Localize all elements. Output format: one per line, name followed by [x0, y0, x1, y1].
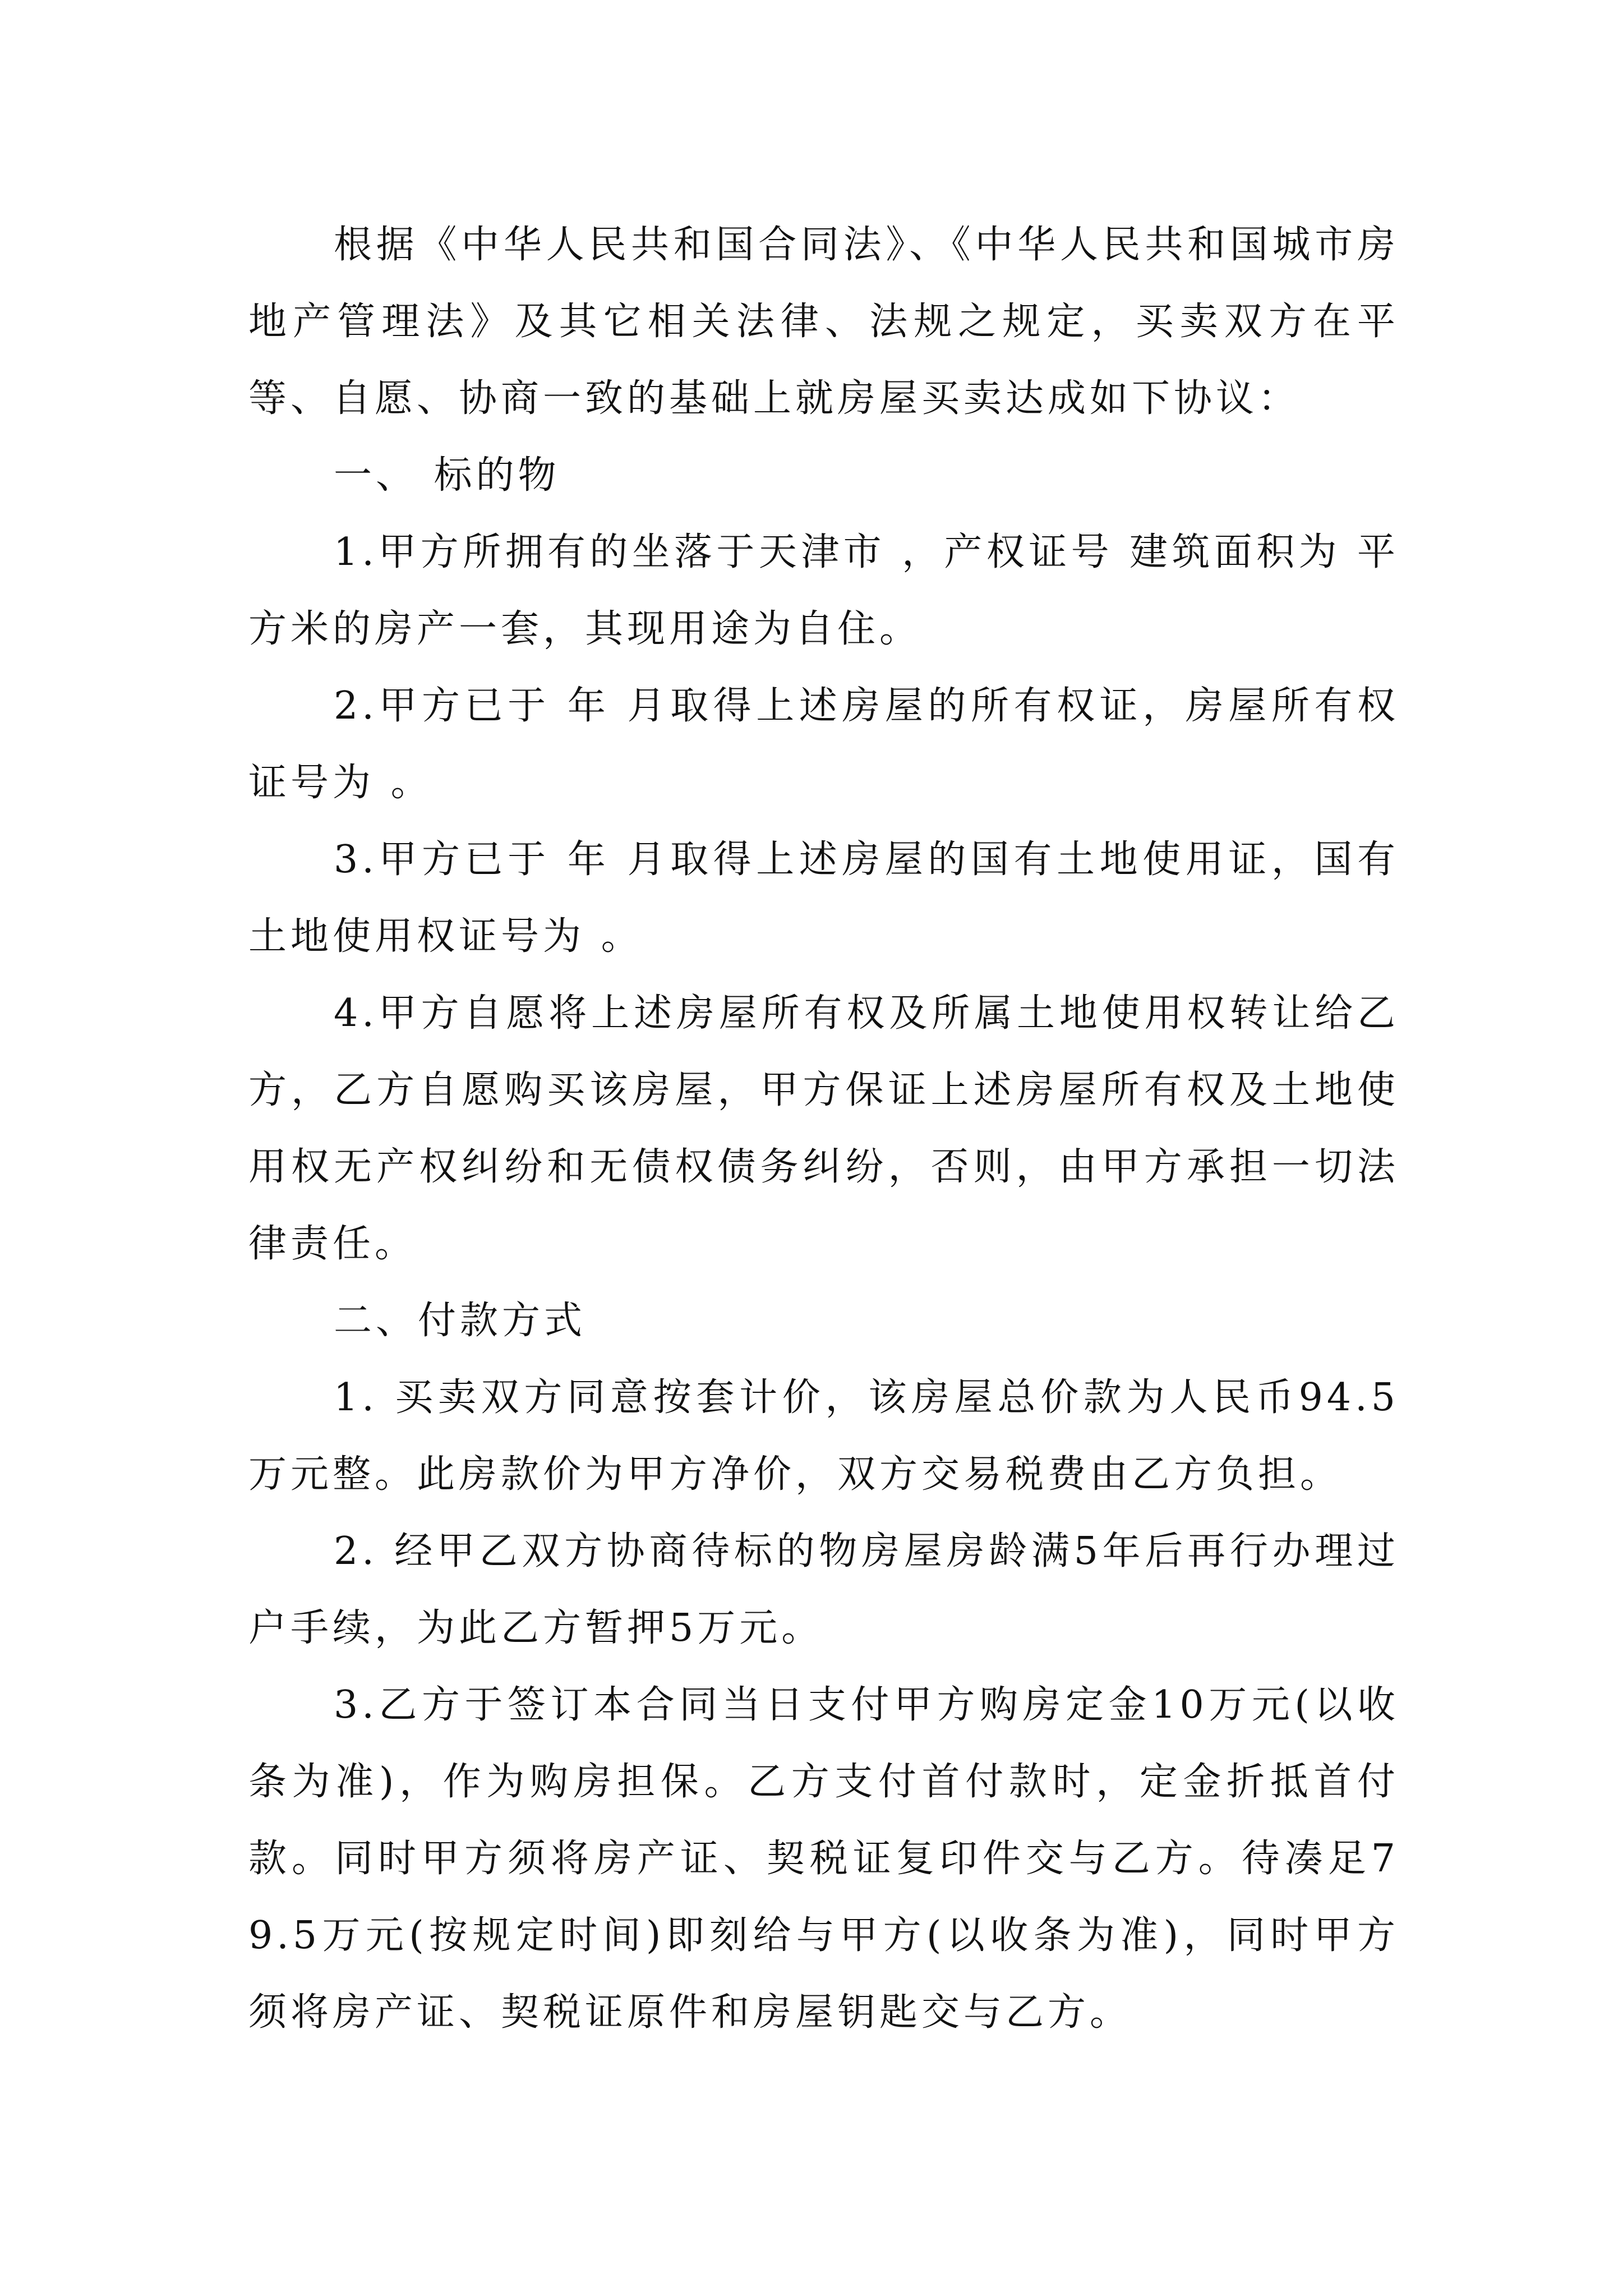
section-heading-payment: 二、付款方式 — [334, 1299, 587, 1343]
clause-paragraph: 1. 买卖双方同意按套计价，该房屋总价款为人民币94.5万元整。此房款价为甲方净价，双方交易税费由乙方负担。 — [248, 1375, 1399, 1497]
clause-paragraph: 3.乙方于签订本合同当日支付甲方购房定金10万元(以收条为准)，作为购房担保。乙方支付首付款时，定金折抵首付款。同时甲方须将房产证、契税证复印件交与乙方。待凑足79.5万元(按规定时间)即刻给与甲方(以收条为准)，同时甲方须将房产证、契税证原件和房屋钥匙交与乙方。 — [248, 1683, 1399, 2035]
clause-paragraph: 4.甲方自愿将上述房屋所有权及所属土地使用权转让给乙方，乙方自愿购买该房屋，甲方保证上述房屋所有权及土地使用权无产权纠纷和无债权债务纠纷，否则，由甲方承担一切法律责任。 — [248, 991, 1399, 1266]
section-heading-subject: 一、 标的物 — [334, 453, 560, 498]
clause-paragraph: 2. 经甲乙双方协商待标的物房屋房龄满5年后再行办理过户手续，为此乙方暂押5万元。 — [248, 1529, 1399, 1650]
legal-basis-paragraph: 根据《中华人民共和国合同法》、《中华人民共和国城市房地产管理法》及其它相关法律、法规之规定，买卖双方在平等、自愿、协商一致的基础上就房屋买卖达成如下协议： — [248, 223, 1399, 421]
clause-paragraph: 1.甲方所拥有的坐落于天津市 ，产权证号 建筑面积为 平方米的房产一套，其现用途为自住。 — [248, 530, 1399, 651]
document-body — [248, 206, 1399, 2051]
clause-paragraph: 3.甲方已于 年 月取得上述房屋的国有土地使用证，国有土地使用权证号为 。 — [248, 838, 1399, 959]
clause-paragraph: 2.甲方已于 年 月取得上述房屋的所有权证，房屋所有权证号为 。 — [248, 684, 1399, 805]
